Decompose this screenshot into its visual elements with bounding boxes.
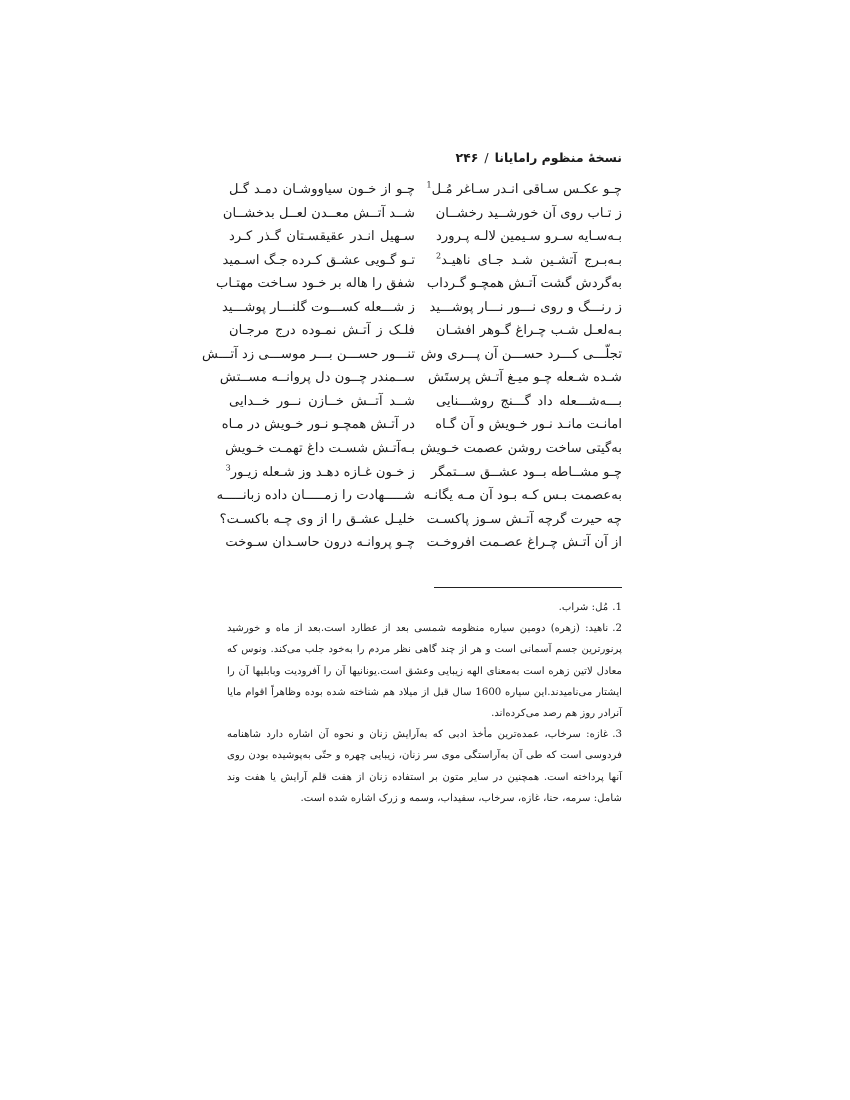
footnote-marker: 3 [225, 463, 231, 473]
verse-text: شفق را هاله بر خـود سـاخت مهتـاب [215, 276, 415, 292]
verse-text: شــد آتــش خــازن نــور خــدایی [229, 393, 415, 409]
footnote-marker: 1 [426, 180, 432, 190]
footnote-text: غازه: سرخاب، عمده‌ترین مأخذ ادبی که به‌آرایش زنان و نحوه آن اشاره دارد شاهنامه فردوسی است که طی آن به‌آراستگی موی سر زنان، زیبایی چهره و حتّی به‌پوشیده بودن روی آنها پرداخته است. همچنین در سایر متون بر استفاده زنان از هفت قلم آرایش یا هفت وند شامل: سرمه، حنا، غازه، سرخاب، سفیداب، وسمه و زرک اشاره شده است. [227, 729, 622, 804]
verse-text: چـو از خـون سیاووشـان دمـد گـل [229, 182, 415, 197]
footnotes [227, 597, 622, 809]
footnote-number: 2. [612, 623, 622, 635]
verse-text: ز خـون غـازه دهـد وز شـعله زیـور [230, 464, 415, 480]
verse-text: چه حیرت گرچه آتـش سـوز پاکسـت [426, 511, 622, 527]
poem-verse [221, 413, 415, 437]
poem-verse [430, 461, 622, 485]
verse-text: ز رنـــگ و روی نـــور نـــار پوشـــید [429, 299, 622, 315]
footnote-marker: 2 [436, 251, 442, 261]
footnote-number: 1. [612, 602, 622, 613]
poem-verse [219, 366, 415, 390]
verse-text: بـه‌سـایه سـرو سـیمین لالـه پـرورد [435, 229, 622, 245]
verse-text: خلیـل عشـق را از وی چـه باکسـت؟ [219, 511, 415, 527]
verse-text: در آتـش همچـو نـور خـویش در مـاه [221, 417, 415, 433]
poem-verse [225, 437, 415, 461]
poem-verse [229, 225, 415, 249]
verse-text: فلـک ز آتـش نمـوده درج مرجـان [229, 323, 415, 339]
poem-verse [436, 390, 622, 414]
verse-text: شـده شـعله چـو میـغ آتـش پرستَش [428, 370, 622, 386]
poem-left-column [202, 178, 415, 555]
poem-verse [426, 508, 622, 532]
verse-text: بـــه‌شـــعله داد گـــنج روشـــنایی [436, 393, 622, 409]
poem-verse [436, 413, 622, 437]
verse-text: از آن آتـش چـراغ عصـمت افروخـت [426, 535, 622, 551]
verse-text: چـو پروانـه درون حاسـدان سـوخت [225, 535, 415, 551]
verse-text: شـــــهادت را زمـــــان داده زبانـــــه [216, 488, 415, 504]
header-separator: / [484, 150, 489, 165]
poem-verse [222, 202, 415, 226]
verse-text: تنـــور حســـن بـــر موســـی زد آتـــش [202, 346, 415, 362]
verse-text: بـه‌بـرج آتشـین شـد جـای ناهیـد [441, 252, 622, 268]
poem-verse [423, 484, 622, 508]
verse-text: ســمندر چــون دل پروانــه مســتش [219, 370, 415, 386]
poem-verse [426, 531, 622, 555]
footnote-number: 3. [612, 729, 622, 741]
verse-text: چـو عکـس سـاقی انـدر سـاغر مُـل [431, 182, 622, 197]
footnote-text: مُل: شراب. [558, 602, 609, 613]
poem-verse [229, 390, 415, 414]
poem-verse [221, 296, 415, 320]
poem-verse [225, 461, 415, 485]
poem-verse [436, 319, 622, 343]
verse-text: به‌گردش گشت آتـش همچـو گـرداب [426, 276, 622, 292]
verse-text: ز تـاب روی آن خورشــید رخشــان [435, 205, 622, 221]
poem-verse [436, 202, 622, 226]
footnote [227, 597, 622, 618]
footnote-text: ناهید: (زهره) دومین سیاره منظومه شمسی بعد از عطارد است.بعد از ماه و خورشید پرنورترین جسم آسمانی است و هر از چند گاهی نظر مردم را به‌خود جلب می‌کند. ونوس که معادل لاتین زهره است به‌معنای الهه زیبایی وعشق است.یونانیها آن را آفرودیت وبابلیها آن را ایشتار می‌نامیدند.این سیاره 1600 سال قبل از میلاد هم شناخته شده بوده وظاهراً اقوام مایا آنرادر روز هم رصد می‌کرده‌اند. [227, 623, 622, 720]
poem-right-column [420, 178, 622, 555]
poem-verse [215, 272, 415, 296]
poem-verse [222, 249, 415, 273]
footnote [227, 724, 622, 809]
poem-verse [436, 225, 622, 249]
poem-verse [219, 508, 415, 532]
verse-text: امانـت مانـد نـور خـویش و آن گـاه [435, 417, 622, 433]
book-title: نسخهٔ منظوم رامایانا [494, 150, 622, 165]
poem-block [202, 178, 622, 558]
verse-text: بـه‌لعـل شـب چـراغ گـوهر افشـان [436, 323, 622, 339]
poem-verse [426, 272, 622, 296]
verse-text: تجلّـــی کـــرد حســـن آن پـــری وش [420, 346, 622, 362]
verse-text: شــد آتــش معــدن لعــل بدخشــان [222, 205, 415, 221]
poem-verse [216, 484, 415, 508]
poem-verse [202, 343, 415, 367]
poem-verse [436, 249, 622, 273]
page-number: ۲۴۶ [455, 150, 479, 165]
poem-verse [420, 343, 622, 367]
running-header [455, 150, 622, 165]
poem-verse [225, 531, 415, 555]
poem-verse [420, 437, 622, 461]
poem-verse [229, 319, 415, 343]
verse-text: به‌عصمت بـس کـه بـود آن مـه یگانـه [423, 488, 622, 504]
poem-verse [229, 178, 415, 202]
verse-text: چـو مشــاطه بــود عشــق ســتمگر [430, 464, 622, 480]
footnote [227, 618, 622, 724]
verse-text: ز شـــعله کســـوت گلنـــار پوشـــید [221, 299, 415, 315]
verse-text: بـه‌آتـش شسـت داغ تهمـت خـویش [225, 441, 415, 457]
poem-verse [426, 178, 622, 202]
verse-text: تـو گـویی عشـق کـرده جـگ اسـمید [222, 252, 415, 268]
poem-verse [428, 366, 622, 390]
footnote-divider [434, 587, 622, 588]
poem-verse [429, 296, 622, 320]
verse-text: سـهیل انـدر عقیقسـتان گـذر کـرد [229, 229, 415, 245]
verse-text: به‌گیتی ساخت روشن عصمت خـویش [420, 441, 622, 457]
